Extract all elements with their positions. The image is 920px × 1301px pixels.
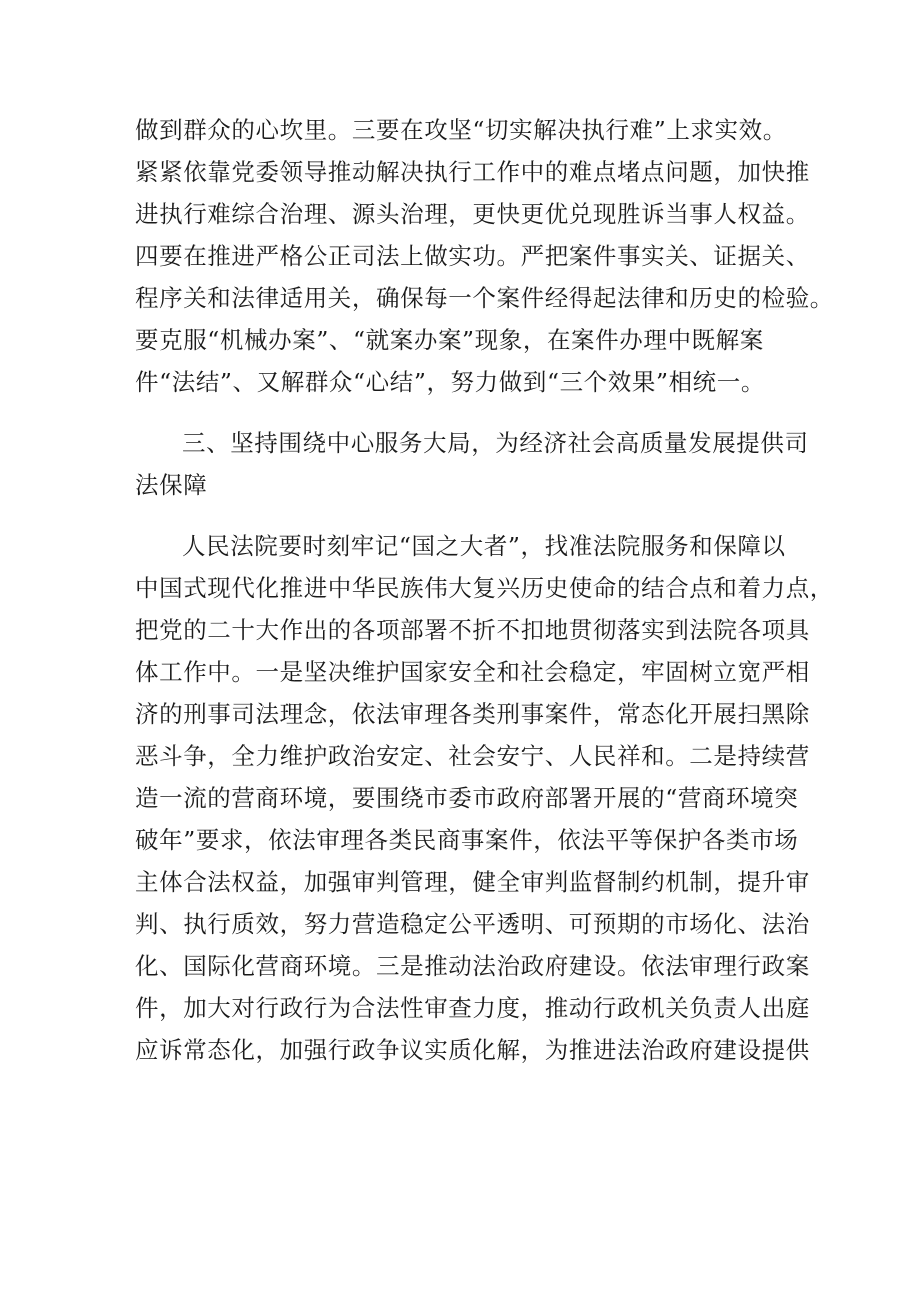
text-line: 程序关和法律适用关，确保每一个案件经得起法律和历史的检验。: [135, 284, 834, 312]
text-line: 人民法院要时刻牢记“国之大者”，找准法院服务和保障以: [182, 532, 786, 560]
text-line: 主体合法权益，加强审判管理，健全审判监督制约机制，提升审: [135, 868, 810, 896]
text-line: 中国式现代化推进中华民族伟大复兴历史使命的结合点和着力点，: [135, 574, 834, 602]
text-line: 做到群众的心坎里。三要在攻坚“切实解决执行难”上求实效。: [135, 116, 787, 144]
text-line: 紧紧依靠党委领导推动解决执行工作中的难点堵点问题，加快推: [135, 158, 810, 186]
text-line: 恶斗争，全力维护政治安定、社会安宁、人民祥和。二是持续营: [135, 742, 810, 770]
text-line: 四要在推进严格公正司法上做实功。严把案件事实关、证据关、: [135, 242, 810, 270]
text-line: 济的刑事司法理念，依法审理各类刑事案件，常态化开展扫黑除: [135, 700, 810, 728]
text-line: 件，加大对行政行为合法性审查力度，推动行政机关负责人出庭: [135, 994, 810, 1022]
heading-line: 三、坚持围绕中心服务大局，为经济社会高质量发展提供司: [182, 429, 809, 457]
text-line: 化、国际化营商环境。三是推动法治政府建设。依法审理行政案: [135, 952, 810, 980]
text-line: 进执行难综合治理、源头治理，更快更优兑现胜诉当事人权益。: [135, 200, 810, 228]
text-line: 破年”要求，依法审理各类民商事案件，依法平等保护各类市场: [135, 826, 799, 854]
text-line: 应诉常态化，加强行政争议实质化解，为推进法治政府建设提供: [135, 1036, 810, 1064]
heading-line: 法保障: [135, 471, 208, 499]
text-line: 件“法结”、又解群众“心结”，努力做到“三个效果”相统一。: [135, 368, 765, 396]
text-line: 要克服“机械办案”、“就案办案”现象，在案件办理中既解案: [135, 326, 764, 354]
text-line: 判、执行质效，努力营造稳定公平透明、可预期的市场化、法治: [135, 910, 810, 938]
text-line: 把党的二十大作出的各项部署不折不扣地贯彻落实到法院各项具: [135, 616, 810, 644]
text-line: 造一流的营商环境，要围绕市委市政府部署开展的“营商环境突: [135, 784, 799, 812]
text-line: 体工作中。一是坚决维护国家安全和社会稳定，牢固树立宽严相: [135, 658, 810, 686]
